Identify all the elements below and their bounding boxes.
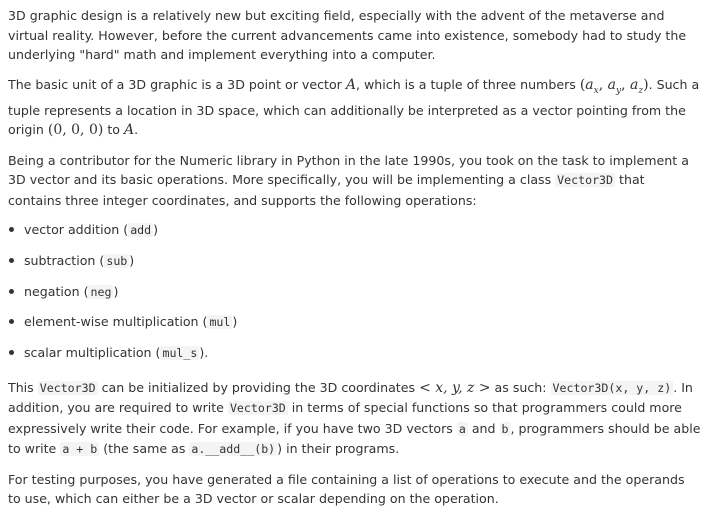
inline-code: add <box>130 223 152 238</box>
math-sub: z <box>638 85 644 96</box>
inline-code: neg <box>90 284 112 299</box>
operations-list <box>8 220 701 373</box>
operation-label: negation ( <box>24 283 89 299</box>
math-var: a <box>629 76 639 93</box>
math-origin: (0, 0, 0) <box>47 122 104 139</box>
operation-end: ) <box>232 314 238 330</box>
math-vector-a: A <box>123 122 135 139</box>
list-item <box>8 312 701 343</box>
text: . <box>134 122 139 138</box>
list-item <box>8 282 701 313</box>
math-var: a <box>607 76 616 93</box>
text: This <box>8 379 38 395</box>
operation-end: ) <box>129 252 135 268</box>
testing-paragraph <box>8 470 701 509</box>
text: . Such a tuple represents a location in 3D space, which can additionally be interpreted as a vector pointing from the origin <box>8 76 700 138</box>
operation-end: ) <box>153 222 159 238</box>
inline-code: Vector3D <box>39 380 96 395</box>
math-paren: ) <box>643 76 649 93</box>
operation-end: ). <box>199 345 209 361</box>
text: , which is a tuple of three numbers <box>355 76 580 92</box>
text: in terms of special functions so that programmers could more expressively write their code. For example, if you have two 3D vectors <box>8 400 682 436</box>
inline-code: a.__add__(b) <box>191 442 276 457</box>
inline-code: a <box>458 421 466 436</box>
inline-code: mul_s <box>162 346 198 361</box>
bullet-icon <box>9 350 14 355</box>
text: Being a contributor for the Numeric library in Python in the late 1990s, you took on the task to implement a 3D vector and its basic operations. More specifically, you will be implementing a class <box>8 152 689 188</box>
text: and <box>467 420 500 436</box>
vector-definition-paragraph <box>8 75 701 141</box>
text: can be initialized by providing the 3D coordinates <box>97 379 420 395</box>
testing-text: For testing purposes, you have generated a file containing a list of operations to execute and the operands to use, which can either be a 3D vector or scalar depending on the operation. <box>8 471 685 507</box>
bullet-icon <box>9 319 14 324</box>
inline-code: Vector3D(x, y, z) <box>552 380 672 395</box>
inline-code: a + b <box>62 442 98 457</box>
text: as such: <box>490 379 551 395</box>
text: , programmers should be able to write <box>8 420 701 457</box>
math-paren: ( <box>579 76 586 93</box>
bullet-icon <box>9 258 14 263</box>
inline-code: Vector3D <box>557 173 614 188</box>
inline-code: sub <box>106 253 128 268</box>
list-item <box>8 220 701 251</box>
text: to <box>103 122 124 138</box>
operation-label: vector addition ( <box>24 222 129 238</box>
intro-paragraph <box>8 6 701 65</box>
text: . In addition, you are required to write <box>8 379 693 416</box>
math-coords: < x, y, z > <box>419 379 491 396</box>
text: ) in their programs. <box>277 441 400 457</box>
list-item <box>8 251 701 282</box>
task-paragraph <box>8 151 701 211</box>
bullet-icon <box>9 227 14 232</box>
operation-label: element-wise multiplication ( <box>24 314 208 330</box>
math-comma: , <box>621 76 630 93</box>
bullet-icon <box>9 289 14 294</box>
math-sub: x <box>593 85 599 96</box>
inline-code: mul <box>209 315 231 330</box>
inline-code: b <box>501 421 509 436</box>
math-sub: y <box>615 85 622 96</box>
list-item <box>8 343 701 374</box>
math-comma: , <box>598 76 608 93</box>
operation-label: scalar multiplication ( <box>24 345 161 361</box>
inline-code: Vector3D <box>229 401 286 416</box>
math-tuple <box>579 76 649 96</box>
math-var: a <box>585 76 594 93</box>
intro-text: 3D graphic design is a relatively new but exciting field, especially with the advent of the metaverse and virtual reality. However, before the current advancements came into existence, somebody had to study the underlying "hard" math and implement everything into a computer. <box>8 8 687 62</box>
math-vector-a: A <box>345 76 356 93</box>
operation-label: subtraction ( <box>24 252 105 268</box>
usage-paragraph <box>8 378 701 460</box>
text: (the same as <box>99 441 190 457</box>
operation-end: ) <box>113 283 119 299</box>
text: that contains three integer coordinates, and supports the following operations: <box>8 172 645 208</box>
text: The basic unit of a 3D graphic is a 3D point or vector <box>8 76 346 92</box>
